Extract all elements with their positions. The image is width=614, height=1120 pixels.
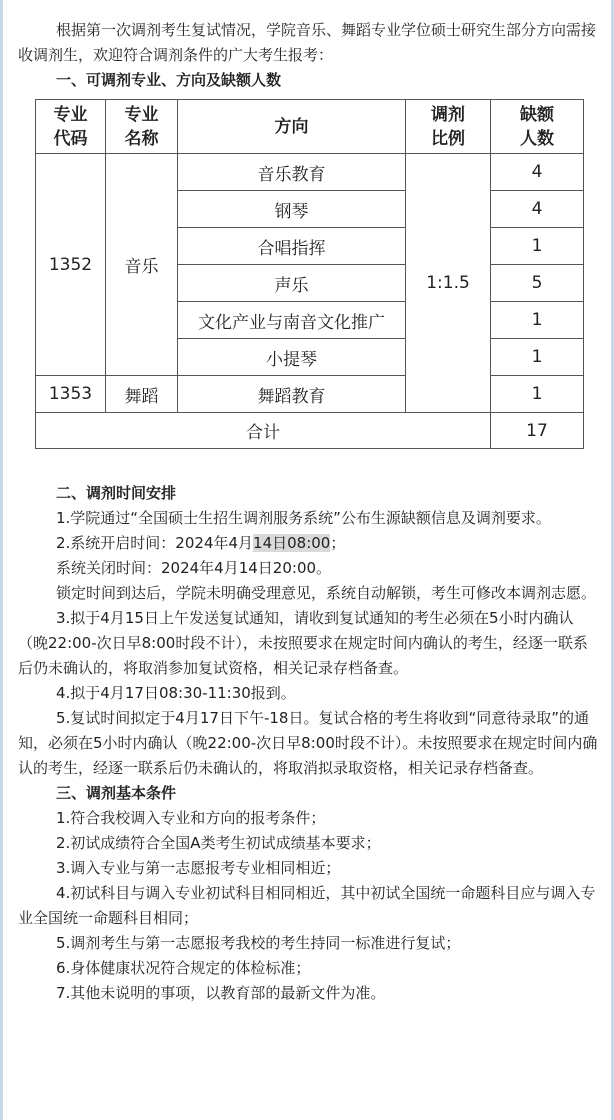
- header-direction: 方向: [178, 100, 406, 154]
- section3-item: 5.调剂考生与第一志愿报考我校的考生持同一标准进行复试；: [56, 934, 461, 952]
- direction-cell: 小提琴: [178, 339, 406, 376]
- dance-name-cell: 舞蹈: [106, 376, 178, 413]
- section3-item: 1.符合我校调入专业和方向的报考条件；: [56, 809, 326, 827]
- section3-heading: 三、调剂基本条件: [56, 784, 177, 802]
- vacancy-cell: 1: [491, 376, 584, 413]
- section2-item2: 2.系统开启时间：2024年4月14日08:00；: [56, 534, 346, 552]
- spacer: [18, 449, 598, 481]
- section2-item3: 3.拟于4月15日上午发送复试通知，请收到复试通知的考生必须在5小时内确认（晚22:00-次日早8:00时段不计），未按照要求在规定时间内确认的考生，经逐一联系后仍未确认的，将取消参加复试资格，相关记录存档备查。: [18, 609, 588, 677]
- article-body: [18, 18, 598, 1006]
- music-name-cell: 音乐: [106, 154, 178, 376]
- direction-cell: 钢琴: [178, 191, 406, 228]
- ratio-cell: 1:1.5: [406, 154, 491, 413]
- vacancy-table: [35, 99, 584, 449]
- direction-cell: 声乐: [178, 265, 406, 302]
- total-label-cell: 合计: [36, 413, 491, 449]
- table-header-row: [36, 100, 584, 154]
- section3-item: 3.调入专业与第一志愿报考专业相同相近；: [56, 859, 341, 877]
- section2-lock-note: 锁定时间到达后，学院未明确受理意见，系统自动解锁，考生可修改本调剂志愿。: [56, 584, 597, 602]
- section2-close-time: 系统关闭时间：2024年4月14日20:00。: [56, 559, 332, 577]
- vacancy-cell: 5: [491, 265, 584, 302]
- vacancy-cell: 1: [491, 302, 584, 339]
- section3-item: 2.初试成绩符合全国A类考生初试成绩基本要求；: [56, 834, 381, 852]
- direction-cell: 文化产业与南音文化推广: [178, 302, 406, 339]
- vacancy-cell: 1: [491, 339, 584, 376]
- section1-heading: 一、可调剂专业、方向及缺额人数: [56, 71, 282, 89]
- direction-cell: 合唱指挥: [178, 228, 406, 265]
- header-ratio: 调剂 比例: [406, 100, 491, 154]
- music-code-cell: 1352: [36, 154, 106, 376]
- vacancy-cell: 4: [491, 191, 584, 228]
- section2-item1: 1.学院通过“全国硕士生招生调剂服务系统”公布生源缺额信息及调剂要求。: [56, 509, 551, 527]
- table-row: [36, 376, 584, 413]
- vacancy-cell: 1: [491, 228, 584, 265]
- direction-cell: 音乐教育: [178, 154, 406, 191]
- section3-item: 7.其他未说明的事项，以教育部的最新文件为准。: [56, 984, 386, 1002]
- section2-item5: 5.复试时间拟定于4月17日下午-18日。复试合格的考生将收到“同意待录取”的通知，必须在5小时内确认（晚22:00-次日早8:00时段不计）。未按照要求在规定时间内确认的考生，经逐一联系后仍未确认的，将取消拟录取资格，相关记录存档备查。: [18, 709, 598, 777]
- section3-item: 4.初试科目与调入专业初试科目相同相近，其中初试全国统一命题科目应与调入专业全国统一命题科目相同；: [18, 884, 596, 927]
- total-value-cell: 17: [491, 413, 584, 449]
- section2-item4: 4.拟于4月17日08:30-11:30报到。: [56, 684, 296, 702]
- highlighted-time: 14日08:00: [253, 534, 331, 552]
- header-major-name: 专业 名称: [106, 100, 178, 154]
- section3-item: 6.身体健康状况符合规定的体检标准；: [56, 959, 311, 977]
- dance-code-cell: 1353: [36, 376, 106, 413]
- left-frame-border: [0, 0, 3, 1120]
- direction-cell: 舞蹈教育: [178, 376, 406, 413]
- header-vacancy: 缺额 人数: [491, 100, 584, 154]
- total-row: [36, 413, 584, 449]
- section2-heading: 二、调剂时间安排: [56, 484, 177, 502]
- vacancy-cell: 4: [491, 154, 584, 191]
- header-major-code: 专业 代码: [36, 100, 106, 154]
- table-row: [36, 154, 584, 191]
- intro-paragraph: 根据第一次调剂考生复试情况，学院音乐、舞蹈专业学位硕士研究生部分方向需接收调剂生，欢迎符合调剂条件的广大考生报考：: [18, 21, 597, 64]
